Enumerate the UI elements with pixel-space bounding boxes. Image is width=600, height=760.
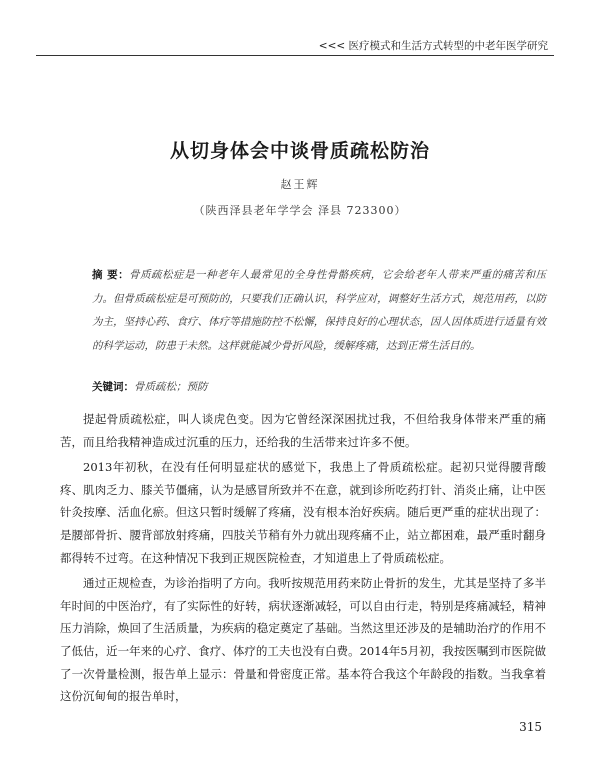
- paragraph: 通过正规检查，为诊治指明了方向。我听按规范用药来防止骨折的发生，尤其是坚持了多半年时间的中医治疗，有了实际性的好转，病状逐渐减轻，可以自由行走，特别是疼痛减轻，精神压力消除，焕回了生活质量，为疾病的稳定奠定了基础。当然这里还涉及的是辅助治疗的作用不了低估，近一年来的心疗、食疗、体疗的工夫也没有白费。2014年5月初，我按医嘱到市医院做了一次骨量检测，报告单上显示：骨量和骨密度正常。基本符合我这个年龄段的指数。当我拿着这份沉甸甸的报告单时，: [60, 576, 546, 704]
- page-number: 315: [519, 720, 542, 734]
- running-head: [0, 36, 600, 54]
- abstract-label: 摘 要：: [92, 269, 130, 281]
- keywords-text: 骨质疏松；预防: [134, 381, 208, 393]
- body-text: [60, 408, 546, 711]
- abstract: [92, 264, 546, 358]
- header-rule: [36, 55, 554, 56]
- article-title: 从切身体会中谈骨质疏松防治: [169, 140, 430, 162]
- keywords: [92, 378, 546, 396]
- author-name: 赵王辉: [280, 178, 320, 191]
- abstract-text: 骨质疏松症是一种老年人最常见的全身性骨骼疾病，它会给老年人带来严重的痛苦和压力。但骨质疏松症是可预防的，只要我们正确认识，科学应对，调整好生活方式，规范用药，以防为主，坚持心药、食疗、体疗等措施防控不松懈，保持良好的心理状态，因人因体质进行适量有效的科学运动，防患于未然。这样就能减少骨折风险，缓解疼痛，达到正常生活目的。: [92, 269, 546, 352]
- author-affiliation: （陕西泽县老年学学会 泽县 723300）: [193, 204, 407, 217]
- paragraph: 2013年初秋，在没有任何明显症状的感觉下，我患上了骨质疏松症。起初只觉得腰背酸疼、肌肉乏力、膝关节僵痛，认为是感冒所致并不在意，就到诊所吃药打针、消炎止痛，让中医针灸按摩、活血化瘀。但这只暂时缓解了疼痛，没有根本治好疾病。随后更严重的症状出现了：是腰部骨折、腰背部放射疼痛，四肢关节稍有外力就出现疼痛不止，站立都困难，最严重时翻身都得转不过弯。在这种情况下我到正规医院检查，才知道患上了骨质疏松症。: [60, 460, 546, 565]
- keywords-label: 关键词：: [92, 381, 134, 393]
- running-head-text: <<< 医疗模式和生活方式转型的中老年医学研究: [318, 40, 548, 52]
- paragraph: 提起骨质疏松症，叫人谈虎色变。因为它曾经深深困扰过我，不但给我身体带来严重的痛苦，而且给我精神造成过沉重的压力，还给我的生活带来过许多不便。: [60, 412, 546, 449]
